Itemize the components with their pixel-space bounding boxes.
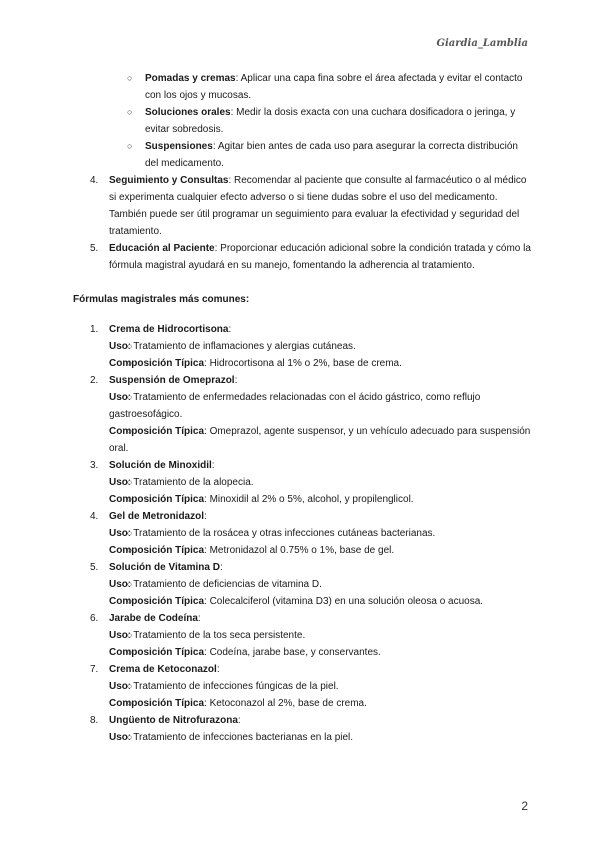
detail-text: : Codeína, jarabe base, y conservantes. [204, 647, 381, 658]
list-item [73, 104, 531, 138]
formula-item [73, 661, 531, 712]
item-number: 7. [90, 664, 99, 675]
item-number: 5. [90, 562, 99, 573]
formula-details [73, 525, 531, 559]
item-number: 6. [90, 613, 99, 624]
item-text: : Medir la dosis exacta con una cuchara dosificadora o jeringa, y evitar sobredosis. [145, 107, 516, 135]
detail-text: : Tratamiento de infecciones bacterianas en la piel. [127, 732, 354, 743]
item-number: 5. [90, 243, 99, 254]
item-term: Educación al Paciente [109, 243, 215, 254]
detail-text: : Tratamiento de la rosácea y otras infecciones cutáneas bacterianas. [127, 528, 436, 539]
detail-label: Composición Típica [109, 358, 205, 369]
detail-label: Uso [109, 681, 128, 692]
page-number: 2 [521, 799, 528, 813]
formula-item [73, 508, 531, 559]
detail-text: : Colecalciferol (vitamina D3) en una solución oleosa o acuosa. [204, 596, 484, 607]
item-number: 4. [90, 511, 99, 522]
list-item [73, 70, 531, 104]
detail-text: : Minoxidil al 2% o 5%, alcohol, y propilenglicol. [204, 494, 414, 505]
detail-label: Uso [109, 341, 128, 352]
list-item [73, 389, 531, 423]
list-item [73, 138, 531, 172]
list-item [73, 355, 531, 372]
formula-details [73, 627, 531, 661]
detail-label: Uso [109, 477, 128, 488]
formula-item [73, 321, 531, 372]
item-term: Pomadas y cremas [145, 73, 236, 84]
list-item [73, 729, 531, 746]
detail-text: : Tratamiento de infecciones fúngicas de la piel. [127, 681, 339, 692]
document-body [73, 70, 531, 746]
top-numbered-list [73, 172, 531, 274]
detail-text: : Tratamiento de enfermedades relacionadas con el ácido gástrico, como reflujo gastroesofágico. [109, 392, 481, 420]
item-text: : Proporcionar educación adicional sobre la condición tratada y cómo la fórmula magistral ayudará en su manejo, fomentando la adherencia al tratamiento. [109, 243, 531, 271]
formula-item [73, 457, 531, 508]
item-number: 4. [90, 175, 99, 186]
list-item [73, 491, 531, 508]
formula-name: Solución de Minoxidil [109, 460, 212, 471]
list-item [73, 172, 531, 240]
top-sublist [73, 70, 531, 172]
formula-name: Solución de Vitamina D [109, 562, 220, 573]
formula-colon: : [228, 324, 232, 335]
formula-name: Crema de Hidrocortisona [109, 324, 229, 335]
list-item [73, 474, 531, 491]
detail-text: : Metronidazol al 0.75% o 1%, base de gel. [204, 545, 395, 556]
formula-details [73, 576, 531, 610]
detail-label: Composición Típica [109, 494, 205, 505]
item-term: Seguimiento y Consultas [109, 175, 229, 186]
formula-details [73, 389, 531, 457]
item-term: Suspensiones [145, 141, 213, 152]
list-item [73, 542, 531, 559]
detail-text: : Ketoconazol al 2%, base de crema. [204, 698, 367, 709]
formula-colon: : [211, 460, 215, 471]
formula-name: Ungüento de Nitrofurazona [109, 715, 238, 726]
formula-colon: : [197, 613, 201, 624]
item-text: : Recomendar al paciente que consulte al farmacéutico o al médico si experimenta cualquier efecto adverso o si tiene dudas sobre el uso del medicamento. También puede ser útil programar un seguimiento para evaluar la efectividad y seguridad del tratamiento. [109, 175, 527, 237]
formula-colon: : [219, 562, 223, 573]
detail-label: Composición Típica [109, 596, 205, 607]
list-item [73, 576, 531, 593]
detail-label: Uso [109, 732, 128, 743]
formula-name: Gel de Metronidazol [109, 511, 205, 522]
list-item [73, 525, 531, 542]
item-number: 8. [90, 715, 99, 726]
item-text: : Agitar bien antes de cada uso para asegurar la correcta distribución del medicamento. [145, 141, 518, 169]
formula-details [73, 678, 531, 712]
detail-label: Uso [109, 579, 128, 590]
detail-text: : Hidrocortisona al 1% o 2%, base de crema. [204, 358, 402, 369]
list-item [73, 627, 531, 644]
list-item [73, 644, 531, 661]
detail-label: Composición Típica [109, 698, 205, 709]
detail-text: : Tratamiento de inflamaciones y alergias cutáneas. [127, 341, 356, 352]
detail-label: Uso [109, 630, 128, 641]
list-item [73, 423, 531, 457]
item-text: : Aplicar una capa fina sobre el área afectada y evitar el contacto con los ojos y mucosas. [145, 73, 523, 101]
detail-text: : Tratamiento de la tos seca persistente. [127, 630, 306, 641]
formula-item [73, 559, 531, 610]
detail-label: Uso [109, 528, 128, 539]
detail-text: : Omeprazol, agente suspensor, y un vehículo adecuado para suspensión oral. [109, 426, 531, 454]
list-item [73, 593, 531, 610]
detail-text: : Tratamiento de la alopecia. [127, 477, 254, 488]
formula-list [73, 321, 531, 746]
formula-item [73, 610, 531, 661]
formula-details [73, 338, 531, 372]
list-item [73, 240, 531, 274]
formula-item [73, 372, 531, 457]
section-title: Fórmulas magistrales más comunes: [73, 294, 250, 305]
item-number: 1. [90, 324, 99, 335]
detail-label: Uso [109, 392, 128, 403]
item-number: 2. [90, 375, 99, 386]
formula-item [73, 712, 531, 746]
formula-colon: : [204, 511, 207, 522]
list-item [73, 695, 531, 712]
item-number: 3. [90, 460, 99, 471]
formula-colon: : [237, 715, 241, 726]
formula-name: Suspensión de Omeprazol [109, 375, 235, 386]
list-item [73, 338, 531, 355]
detail-label: Composición Típica [109, 647, 205, 658]
item-term: Soluciones orales [145, 107, 231, 118]
formula-colon: : [234, 375, 238, 386]
detail-text: : Tratamiento de deficiencias de vitamina D. [127, 579, 322, 590]
formula-name: Crema de Ketoconazol [109, 664, 217, 675]
list-item [73, 678, 531, 695]
formula-colon: : [216, 664, 220, 675]
detail-label: Composición Típica [109, 545, 205, 556]
formula-details [73, 729, 531, 746]
formula-name: Jarabe de Codeína [109, 613, 198, 624]
page-header-author: Giardia_Lamblia [436, 38, 528, 49]
formula-details [73, 474, 531, 508]
detail-label: Composición Típica [109, 426, 205, 437]
